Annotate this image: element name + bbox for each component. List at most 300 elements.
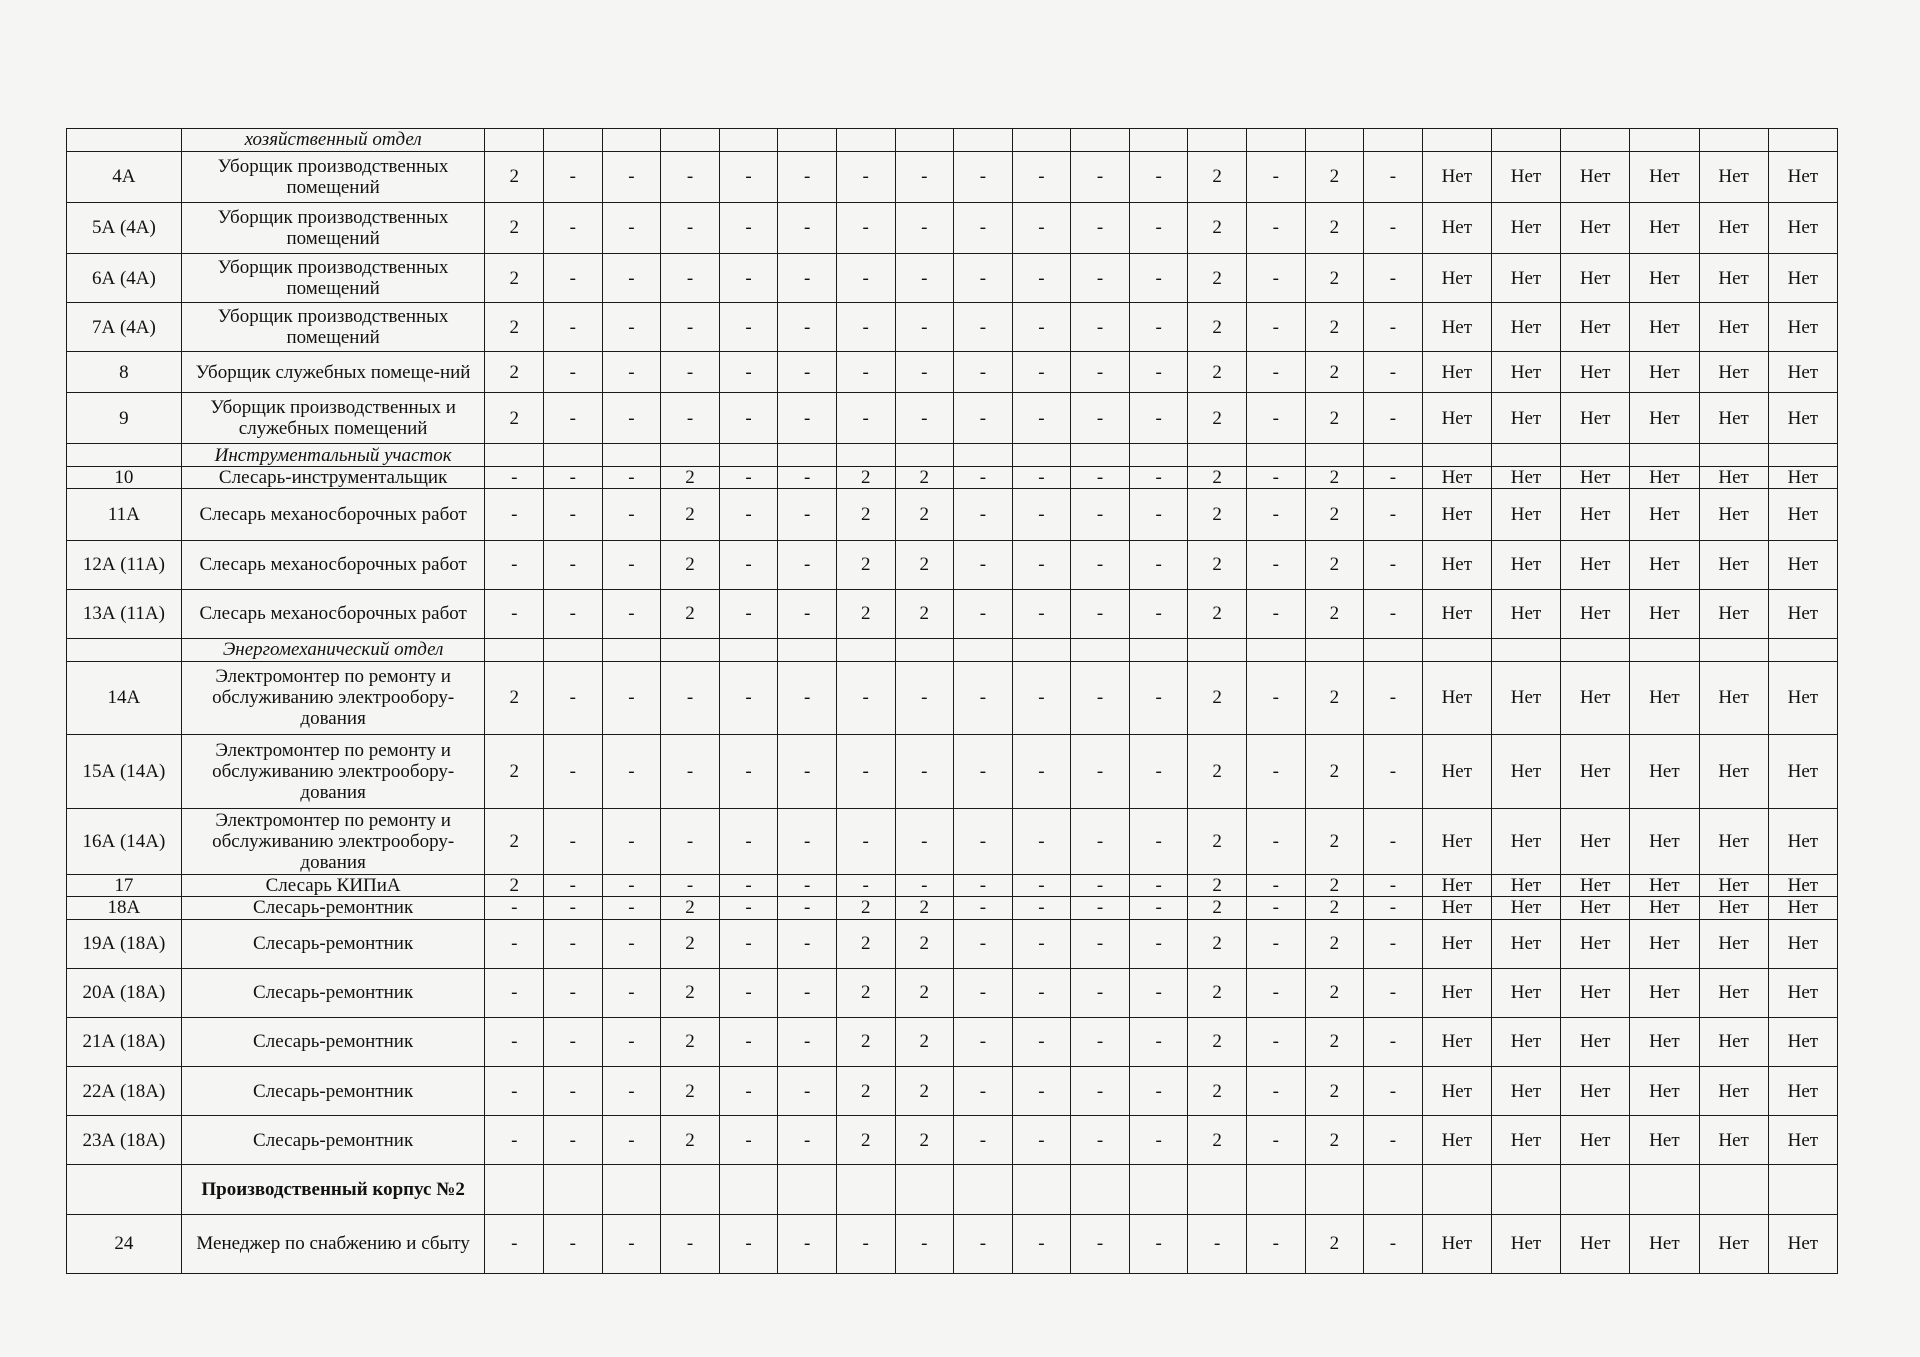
guarantee-cell: Нет (1561, 808, 1630, 874)
factor-class-cell: 2 (895, 466, 954, 489)
empty-cell (1699, 129, 1768, 152)
factor-class-cell: - (1071, 1067, 1130, 1116)
empty-cell (1364, 444, 1423, 467)
guarantee-cell: Нет (1422, 202, 1491, 253)
factor-class-cell: 2 (1305, 202, 1364, 253)
guarantee-cell: Нет (1768, 919, 1837, 968)
guarantee-cell: Нет (1422, 393, 1491, 444)
table-row (67, 897, 1838, 920)
factor-class-cell: 2 (1305, 303, 1364, 352)
guarantee-cell: Нет (1561, 151, 1630, 202)
factor-class-cell: - (661, 874, 720, 897)
job-title: Слесарь механосборочных работ (181, 540, 485, 589)
factor-class-cell: - (778, 466, 837, 489)
empty-cell (602, 444, 661, 467)
factor-class-cell: 2 (1188, 540, 1247, 589)
factor-class-cell: - (954, 393, 1013, 444)
factor-class-cell: - (954, 1214, 1013, 1273)
factor-class-cell: 2 (1188, 919, 1247, 968)
factor-class-cell: - (1364, 1214, 1423, 1273)
factor-class-cell: - (1129, 1214, 1188, 1273)
row-number: 12А (11А) (67, 540, 182, 589)
empty-cell (1491, 444, 1560, 467)
empty-cell (1012, 129, 1071, 152)
factor-class-cell: - (1071, 540, 1130, 589)
factor-class-cell: - (1012, 919, 1071, 968)
empty-cell (544, 444, 603, 467)
factor-class-cell: - (1012, 661, 1071, 735)
table-row (67, 735, 1838, 809)
factor-class-cell: 2 (836, 466, 895, 489)
factor-class-cell: - (544, 735, 603, 809)
guarantee-cell: Нет (1561, 874, 1630, 897)
guarantee-cell: Нет (1699, 1067, 1768, 1116)
guarantee-cell: Нет (1699, 253, 1768, 302)
guarantee-cell: Нет (1491, 874, 1560, 897)
factor-class-cell: - (485, 897, 544, 920)
factor-class-cell: - (544, 919, 603, 968)
factor-class-cell: - (602, 1116, 661, 1165)
row-number: 8 (67, 352, 182, 393)
empty-cell (719, 638, 778, 661)
empty-cell (1305, 638, 1364, 661)
factor-class-cell: - (544, 393, 603, 444)
factor-class-cell: - (602, 253, 661, 302)
empty-cell (544, 129, 603, 152)
empty-cell (1188, 1165, 1247, 1214)
factor-class-cell: - (954, 874, 1013, 897)
factor-class-cell: - (895, 735, 954, 809)
factor-class-cell: 2 (485, 735, 544, 809)
guarantee-cell: Нет (1491, 1116, 1560, 1165)
factor-class-cell: - (954, 589, 1013, 638)
factor-class-cell: - (1129, 661, 1188, 735)
empty-cell (954, 638, 1013, 661)
factor-class-cell: - (544, 1067, 603, 1116)
row-number: 18А (67, 897, 182, 920)
empty-cell (1246, 1165, 1305, 1214)
factor-class-cell: - (1129, 589, 1188, 638)
factor-class-cell: - (661, 808, 720, 874)
empty-cell (1364, 638, 1423, 661)
empty-cell (1129, 129, 1188, 152)
factor-class-cell: 2 (895, 540, 954, 589)
factor-class-cell: - (954, 1067, 1013, 1116)
factor-class-cell: 2 (1188, 253, 1247, 302)
factor-class-cell: - (719, 151, 778, 202)
empty-cell (1561, 129, 1630, 152)
factor-class-cell: - (1364, 151, 1423, 202)
factor-class-cell: - (544, 897, 603, 920)
factor-class-cell: 2 (485, 303, 544, 352)
factor-class-cell: - (661, 393, 720, 444)
empty-cell (1188, 638, 1247, 661)
factor-class-cell: 2 (661, 466, 720, 489)
factor-class-cell: - (1246, 489, 1305, 540)
guarantee-cell: Нет (1491, 202, 1560, 253)
factor-class-cell: - (544, 808, 603, 874)
factor-class-cell: - (661, 735, 720, 809)
empty-cell (1364, 129, 1423, 152)
factor-class-cell: - (1012, 393, 1071, 444)
empty-cell (1188, 444, 1247, 467)
guarantee-cell: Нет (1422, 919, 1491, 968)
factor-class-cell: - (544, 466, 603, 489)
guarantee-cell: Нет (1561, 540, 1630, 589)
factor-class-cell: - (544, 303, 603, 352)
factor-class-cell: - (485, 1067, 544, 1116)
row-number: 14А (67, 661, 182, 735)
empty-cell (1305, 1165, 1364, 1214)
factor-class-cell: 2 (661, 1067, 720, 1116)
factor-class-cell: - (1129, 202, 1188, 253)
section-heading: Энергомеханический отдел (181, 638, 485, 661)
guarantee-cell: Нет (1491, 919, 1560, 968)
empty-cell (544, 1165, 603, 1214)
row-number: 7А (4А) (67, 303, 182, 352)
empty-cell (602, 1165, 661, 1214)
empty-cell (485, 444, 544, 467)
factor-class-cell: 2 (836, 897, 895, 920)
factor-class-cell: - (1071, 303, 1130, 352)
factor-class-cell: 2 (1305, 874, 1364, 897)
guarantee-cell: Нет (1561, 489, 1630, 540)
guarantee-cell: Нет (1630, 1017, 1699, 1066)
guarantee-cell: Нет (1491, 1017, 1560, 1066)
factor-class-cell: - (778, 303, 837, 352)
factor-class-cell: - (1246, 1067, 1305, 1116)
guarantee-cell: Нет (1630, 540, 1699, 589)
factor-class-cell: - (1246, 151, 1305, 202)
row-number: 5А (4А) (67, 202, 182, 253)
table-row (67, 202, 1838, 253)
factor-class-cell: - (778, 919, 837, 968)
empty-cell (778, 129, 837, 152)
factor-class-cell: - (661, 303, 720, 352)
factor-class-cell: - (661, 352, 720, 393)
factor-class-cell: 2 (1188, 1017, 1247, 1066)
factor-class-cell: - (719, 1017, 778, 1066)
factor-class-cell: 2 (836, 1067, 895, 1116)
factor-class-cell: - (954, 202, 1013, 253)
factor-class-cell: - (602, 202, 661, 253)
guarantee-cell: Нет (1699, 1017, 1768, 1066)
factor-class-cell: - (895, 661, 954, 735)
factor-class-cell: - (719, 897, 778, 920)
empty-cell (67, 129, 182, 152)
factor-class-cell: - (954, 151, 1013, 202)
factor-class-cell: - (1364, 589, 1423, 638)
guarantee-cell: Нет (1491, 466, 1560, 489)
guarantee-cell: Нет (1630, 589, 1699, 638)
factor-class-cell: - (778, 489, 837, 540)
factor-class-cell: - (1129, 489, 1188, 540)
factor-class-cell: - (1129, 1067, 1188, 1116)
guarantee-cell: Нет (1768, 968, 1837, 1017)
section-heading: Производственный корпус №2 (181, 1165, 485, 1214)
factor-class-cell: - (485, 1017, 544, 1066)
factor-class-cell: - (544, 1116, 603, 1165)
factor-class-cell: - (1129, 1116, 1188, 1165)
factor-class-cell: 2 (1188, 466, 1247, 489)
factor-class-cell: - (778, 202, 837, 253)
factor-class-cell: - (1071, 589, 1130, 638)
section-row (67, 638, 1838, 661)
factor-class-cell: 2 (1305, 1116, 1364, 1165)
empty-cell (895, 638, 954, 661)
factor-class-cell: - (1129, 919, 1188, 968)
guarantee-cell: Нет (1699, 393, 1768, 444)
factor-class-cell: - (661, 661, 720, 735)
guarantee-cell: Нет (1768, 466, 1837, 489)
empty-cell (719, 1165, 778, 1214)
factor-class-cell: - (1129, 1017, 1188, 1066)
factor-class-cell: 2 (1188, 151, 1247, 202)
factor-class-cell: - (1246, 352, 1305, 393)
guarantee-cell: Нет (1561, 1067, 1630, 1116)
factor-class-cell: - (719, 540, 778, 589)
factor-class-cell: - (602, 393, 661, 444)
guarantee-cell: Нет (1422, 1116, 1491, 1165)
factor-class-cell: - (544, 1214, 603, 1273)
factor-class-cell: - (719, 661, 778, 735)
factor-class-cell: - (1129, 897, 1188, 920)
factor-class-cell: - (1246, 303, 1305, 352)
factor-class-cell: - (954, 661, 1013, 735)
factor-class-cell: - (602, 874, 661, 897)
empty-cell (1768, 444, 1837, 467)
guarantee-cell: Нет (1561, 303, 1630, 352)
row-number: 9 (67, 393, 182, 444)
empty-cell (895, 129, 954, 152)
factor-class-cell: 2 (1305, 1017, 1364, 1066)
factor-class-cell: - (1364, 253, 1423, 302)
guarantee-cell: Нет (1768, 303, 1837, 352)
factor-class-cell: - (544, 489, 603, 540)
factor-class-cell: - (485, 540, 544, 589)
factor-class-cell: - (954, 1116, 1013, 1165)
factor-class-cell: - (778, 735, 837, 809)
factor-class-cell: 2 (895, 1116, 954, 1165)
factor-class-cell: - (485, 589, 544, 638)
guarantee-cell: Нет (1699, 303, 1768, 352)
factor-class-cell: - (836, 661, 895, 735)
empty-cell (602, 638, 661, 661)
empty-cell (1422, 1165, 1491, 1214)
factor-class-cell: - (1364, 202, 1423, 253)
table-row (67, 1116, 1838, 1165)
guarantee-cell: Нет (1768, 661, 1837, 735)
guarantee-cell: Нет (1491, 540, 1560, 589)
factor-class-cell: - (602, 919, 661, 968)
factor-class-cell: - (1246, 1116, 1305, 1165)
factor-class-cell: - (602, 1214, 661, 1273)
empty-cell (67, 638, 182, 661)
guarantee-cell: Нет (1768, 202, 1837, 253)
empty-cell (895, 444, 954, 467)
empty-cell (1305, 444, 1364, 467)
factor-class-cell: 2 (836, 1116, 895, 1165)
factor-class-cell: - (719, 1116, 778, 1165)
guarantee-cell: Нет (1561, 466, 1630, 489)
guarantee-cell: Нет (1768, 1116, 1837, 1165)
factor-class-cell: - (1246, 589, 1305, 638)
factor-class-cell: - (602, 808, 661, 874)
empty-cell (1630, 129, 1699, 152)
factor-class-cell: - (719, 393, 778, 444)
factor-class-cell: - (1071, 253, 1130, 302)
factor-class-cell: - (485, 1116, 544, 1165)
empty-cell (836, 1165, 895, 1214)
empty-cell (1491, 129, 1560, 152)
job-title: Слесарь-ремонтник (181, 1067, 485, 1116)
section-row (67, 1165, 1838, 1214)
empty-cell (67, 444, 182, 467)
factor-class-cell: - (778, 1067, 837, 1116)
empty-cell (1129, 638, 1188, 661)
factor-class-cell: 2 (1188, 661, 1247, 735)
factor-class-cell: 2 (1305, 589, 1364, 638)
factor-class-cell: - (602, 735, 661, 809)
factor-class-cell: - (1071, 897, 1130, 920)
factor-class-cell: 2 (836, 489, 895, 540)
factor-class-cell: - (544, 151, 603, 202)
factor-class-cell: 2 (895, 1067, 954, 1116)
guarantee-cell: Нет (1630, 1067, 1699, 1116)
factor-class-cell: - (719, 489, 778, 540)
factor-class-cell: - (544, 1017, 603, 1066)
guarantee-cell: Нет (1630, 1116, 1699, 1165)
guarantee-cell: Нет (1630, 661, 1699, 735)
factor-class-cell: - (719, 874, 778, 897)
factor-class-cell: - (778, 874, 837, 897)
factor-class-cell: - (1246, 1017, 1305, 1066)
factor-class-cell: 2 (1305, 1214, 1364, 1273)
empty-cell (1305, 129, 1364, 152)
factor-class-cell: - (954, 1017, 1013, 1066)
job-title: Электромонтер по ремонту и обслуживанию электрообору-дования (181, 808, 485, 874)
guarantee-cell: Нет (1422, 808, 1491, 874)
factor-class-cell: - (1246, 202, 1305, 253)
factor-class-cell: 2 (661, 1017, 720, 1066)
factor-class-cell: - (895, 1214, 954, 1273)
section-row (67, 444, 1838, 467)
guarantee-cell: Нет (1630, 874, 1699, 897)
guarantee-cell: Нет (1422, 735, 1491, 809)
factor-class-cell: 2 (1305, 968, 1364, 1017)
factor-class-cell: - (778, 808, 837, 874)
factor-class-cell: - (836, 1214, 895, 1273)
factor-class-cell: - (954, 489, 1013, 540)
factor-class-cell: - (1129, 393, 1188, 444)
guarantee-cell: Нет (1699, 897, 1768, 920)
factor-class-cell: 2 (661, 589, 720, 638)
factor-class-cell: - (602, 1017, 661, 1066)
factor-class-cell: - (1246, 874, 1305, 897)
empty-cell (661, 638, 720, 661)
factor-class-cell: - (836, 151, 895, 202)
guarantee-cell: Нет (1699, 968, 1768, 1017)
job-title: Уборщик производственных помещений (181, 253, 485, 302)
factor-class-cell: - (1071, 1214, 1130, 1273)
guarantee-cell: Нет (1630, 393, 1699, 444)
factor-class-cell: - (1071, 874, 1130, 897)
guarantee-cell: Нет (1630, 202, 1699, 253)
guarantee-cell: Нет (1422, 303, 1491, 352)
factor-class-cell: - (1246, 393, 1305, 444)
guarantee-cell: Нет (1561, 1116, 1630, 1165)
guarantee-cell: Нет (1630, 735, 1699, 809)
job-title: Уборщик производственных помещений (181, 202, 485, 253)
factor-class-cell: 2 (661, 897, 720, 920)
factor-class-cell: - (661, 151, 720, 202)
factor-class-cell: - (544, 253, 603, 302)
factor-class-cell: 2 (836, 919, 895, 968)
guarantee-cell: Нет (1491, 1067, 1560, 1116)
row-number: 15А (14А) (67, 735, 182, 809)
empty-cell (1422, 444, 1491, 467)
guarantee-cell: Нет (1422, 874, 1491, 897)
factor-class-cell: - (778, 1116, 837, 1165)
factor-class-cell: 2 (1305, 808, 1364, 874)
factor-class-cell: - (544, 352, 603, 393)
guarantee-cell: Нет (1422, 253, 1491, 302)
table-row (67, 919, 1838, 968)
factor-class-cell: - (719, 1067, 778, 1116)
factor-class-cell: 2 (485, 874, 544, 897)
guarantee-cell: Нет (1699, 1214, 1768, 1273)
empty-cell (719, 129, 778, 152)
factor-class-cell: - (485, 1214, 544, 1273)
factor-class-cell: - (719, 352, 778, 393)
factor-class-cell: - (1012, 808, 1071, 874)
factor-class-cell: 2 (895, 1017, 954, 1066)
factor-class-cell: - (1012, 735, 1071, 809)
job-title: Слесарь механосборочных работ (181, 489, 485, 540)
factor-class-cell: - (544, 589, 603, 638)
factor-class-cell: - (602, 661, 661, 735)
factor-class-cell: - (1246, 253, 1305, 302)
empty-cell (778, 444, 837, 467)
factor-class-cell: 2 (1305, 540, 1364, 589)
guarantee-cell: Нет (1630, 253, 1699, 302)
factor-class-cell: - (836, 303, 895, 352)
factor-class-cell: - (1129, 303, 1188, 352)
job-title: Слесарь-ремонтник (181, 1017, 485, 1066)
empty-cell (1630, 444, 1699, 467)
empty-cell (1768, 129, 1837, 152)
empty-cell (1071, 638, 1130, 661)
table-row (67, 1214, 1838, 1273)
factor-class-cell: 2 (895, 919, 954, 968)
factor-class-cell: - (1012, 589, 1071, 638)
factor-class-cell: - (1129, 253, 1188, 302)
empty-cell (1188, 129, 1247, 152)
factor-class-cell: - (1129, 874, 1188, 897)
row-number: 11А (67, 489, 182, 540)
factor-class-cell: - (1246, 919, 1305, 968)
factor-class-cell: - (719, 466, 778, 489)
guarantee-cell: Нет (1422, 661, 1491, 735)
factor-class-cell: - (895, 393, 954, 444)
factor-class-cell: - (954, 540, 1013, 589)
guarantee-cell: Нет (1630, 303, 1699, 352)
guarantee-cell: Нет (1561, 202, 1630, 253)
factor-class-cell: 2 (485, 661, 544, 735)
empty-cell (1012, 1165, 1071, 1214)
empty-cell (1491, 638, 1560, 661)
factor-class-cell: - (1071, 466, 1130, 489)
